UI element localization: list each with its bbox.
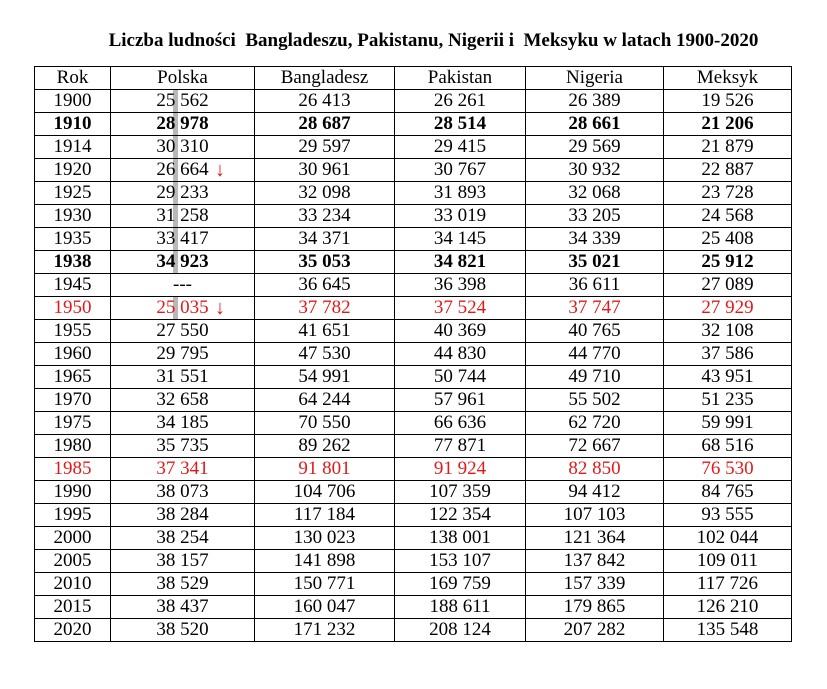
population-table [34, 66, 792, 642]
bangladesh-cell: 47 530 [255, 343, 395, 366]
nigeria-cell: 37 747 [526, 297, 664, 320]
poland-cell [111, 596, 255, 619]
pakistan-cell: 31 893 [395, 182, 526, 205]
mexico-cell: 51 235 [664, 389, 792, 412]
mexico-cell: 21 206 [664, 113, 792, 136]
bangladesh-cell: 28 687 [255, 113, 395, 136]
nigeria-cell: 179 865 [526, 596, 664, 619]
poland-value: 31 551 [156, 366, 209, 387]
down-arrow-icon: ↓ [215, 297, 225, 319]
year-cell: 1914 [35, 136, 111, 159]
poland-value: 31 258 [156, 205, 209, 226]
pakistan-cell: 37 524 [395, 297, 526, 320]
nigeria-cell: 34 339 [526, 228, 664, 251]
poland-cell [111, 343, 255, 366]
poland-cell [111, 297, 255, 320]
nigeria-cell: 35 021 [526, 251, 664, 274]
header-year: Rok [35, 67, 111, 90]
poland-value: 26 664 [156, 159, 209, 180]
nigeria-cell: 36 611 [526, 274, 664, 297]
bangladesh-cell: 29 597 [255, 136, 395, 159]
year-cell: 1950 [35, 297, 111, 320]
mexico-cell: 37 586 [664, 343, 792, 366]
table-row [35, 297, 792, 320]
table-body [35, 90, 792, 642]
poland-value: 29 233 [156, 182, 209, 203]
pakistan-cell: 26 261 [395, 90, 526, 113]
year-cell: 1995 [35, 504, 111, 527]
year-cell: 2005 [35, 550, 111, 573]
nigeria-cell: 30 932 [526, 159, 664, 182]
bangladesh-cell: 30 961 [255, 159, 395, 182]
pakistan-cell: 122 354 [395, 504, 526, 527]
bangladesh-cell: 89 262 [255, 435, 395, 458]
pakistan-cell: 77 871 [395, 435, 526, 458]
table-row [35, 458, 792, 481]
nigeria-cell: 157 339 [526, 573, 664, 596]
year-cell: 1925 [35, 182, 111, 205]
table-row [35, 435, 792, 458]
nigeria-cell: 44 770 [526, 343, 664, 366]
mexico-cell: 27 089 [664, 274, 792, 297]
poland-cell [111, 228, 255, 251]
pakistan-cell: 30 767 [395, 159, 526, 182]
pakistan-cell: 107 359 [395, 481, 526, 504]
pakistan-cell: 50 744 [395, 366, 526, 389]
mexico-cell: 76 530 [664, 458, 792, 481]
table-row [35, 550, 792, 573]
bangladesh-cell: 33 234 [255, 205, 395, 228]
table-row [35, 412, 792, 435]
table-row [35, 205, 792, 228]
bangladesh-cell: 117 184 [255, 504, 395, 527]
poland-value: 25 562 [156, 90, 209, 111]
nigeria-cell: 207 282 [526, 619, 664, 642]
bangladesh-cell: 91 801 [255, 458, 395, 481]
bangladesh-cell: 35 053 [255, 251, 395, 274]
poland-value: 37 341 [156, 458, 209, 479]
pakistan-cell: 66 636 [395, 412, 526, 435]
mexico-cell: 27 929 [664, 297, 792, 320]
table-row [35, 251, 792, 274]
pakistan-cell: 33 019 [395, 205, 526, 228]
year-cell: 1910 [35, 113, 111, 136]
year-cell: 1935 [35, 228, 111, 251]
year-cell: 2015 [35, 596, 111, 619]
bangladesh-cell: 26 413 [255, 90, 395, 113]
bangladesh-cell: 141 898 [255, 550, 395, 573]
header-poland: Polska [111, 67, 255, 90]
table-row [35, 573, 792, 596]
poland-value: 38 529 [156, 573, 209, 594]
pakistan-cell: 28 514 [395, 113, 526, 136]
pakistan-cell: 188 611 [395, 596, 526, 619]
nigeria-cell: 29 569 [526, 136, 664, 159]
mexico-cell: 21 879 [664, 136, 792, 159]
poland-cell [111, 435, 255, 458]
poland-cell [111, 159, 255, 182]
poland-cell [111, 573, 255, 596]
mexico-cell: 135 548 [664, 619, 792, 642]
mexico-cell: 25 912 [664, 251, 792, 274]
bangladesh-cell: 160 047 [255, 596, 395, 619]
poland-value: 30 310 [156, 136, 209, 157]
poland-cell [111, 136, 255, 159]
year-cell: 1990 [35, 481, 111, 504]
mexico-cell: 126 210 [664, 596, 792, 619]
mexico-cell: 59 991 [664, 412, 792, 435]
year-cell: 2000 [35, 527, 111, 550]
table-row [35, 389, 792, 412]
bangladesh-cell: 36 645 [255, 274, 395, 297]
header-bangladesh: Bangladesz [255, 67, 395, 90]
poland-value: 25 035 [156, 297, 209, 318]
nigeria-cell: 33 205 [526, 205, 664, 228]
bangladesh-cell: 171 232 [255, 619, 395, 642]
bangladesh-cell: 34 371 [255, 228, 395, 251]
nigeria-cell: 26 389 [526, 90, 664, 113]
mexico-cell: 84 765 [664, 481, 792, 504]
poland-value: 38 254 [156, 527, 209, 548]
mexico-cell: 102 044 [664, 527, 792, 550]
pakistan-cell: 169 759 [395, 573, 526, 596]
pakistan-cell: 36 398 [395, 274, 526, 297]
mexico-cell: 19 526 [664, 90, 792, 113]
poland-value: 33 417 [156, 228, 209, 249]
poland-value: 34 923 [156, 251, 209, 272]
pakistan-cell: 34 145 [395, 228, 526, 251]
table-row [35, 113, 792, 136]
year-cell: 2010 [35, 573, 111, 596]
mexico-cell: 93 555 [664, 504, 792, 527]
pakistan-cell: 208 124 [395, 619, 526, 642]
table-row [35, 320, 792, 343]
table-row [35, 136, 792, 159]
year-cell: 1985 [35, 458, 111, 481]
mexico-cell: 43 951 [664, 366, 792, 389]
nigeria-cell: 40 765 [526, 320, 664, 343]
poland-value: 35 735 [156, 435, 209, 456]
nigeria-cell: 55 502 [526, 389, 664, 412]
mexico-cell: 23 728 [664, 182, 792, 205]
bangladesh-cell: 104 706 [255, 481, 395, 504]
poland-value: 38 437 [156, 596, 209, 617]
poland-cell [111, 113, 255, 136]
nigeria-cell: 72 667 [526, 435, 664, 458]
year-cell: 1945 [35, 274, 111, 297]
header-row [35, 67, 792, 90]
poland-value: 27 550 [156, 320, 209, 341]
pakistan-cell: 91 924 [395, 458, 526, 481]
year-cell: 1938 [35, 251, 111, 274]
bangladesh-cell: 70 550 [255, 412, 395, 435]
bangladesh-cell: 37 782 [255, 297, 395, 320]
header-nigeria: Nigeria [526, 67, 664, 90]
pakistan-cell: 29 415 [395, 136, 526, 159]
poland-cell [111, 274, 255, 297]
poland-cell [111, 366, 255, 389]
poland-value: 38 073 [156, 481, 209, 502]
pakistan-cell: 44 830 [395, 343, 526, 366]
year-cell: 1955 [35, 320, 111, 343]
poland-value: 38 157 [156, 550, 209, 571]
nigeria-cell: 28 661 [526, 113, 664, 136]
poland-value: 34 185 [156, 412, 209, 433]
nigeria-cell: 121 364 [526, 527, 664, 550]
poland-cell [111, 412, 255, 435]
table-row [35, 504, 792, 527]
poland-cell [111, 458, 255, 481]
poland-cell [111, 481, 255, 504]
year-cell: 1930 [35, 205, 111, 228]
poland-cell [111, 320, 255, 343]
bangladesh-cell: 32 098 [255, 182, 395, 205]
bangladesh-cell: 150 771 [255, 573, 395, 596]
page-title: Liczba ludności Bangladeszu, Pakistanu, Nigerii i Meksyku w latach 1900-2020 [108, 30, 759, 51]
year-cell: 1900 [35, 90, 111, 113]
year-cell: 1965 [35, 366, 111, 389]
poland-value: 38 520 [156, 619, 209, 640]
nigeria-cell: 107 103 [526, 504, 664, 527]
nigeria-cell: 32 068 [526, 182, 664, 205]
nigeria-cell: 137 842 [526, 550, 664, 573]
poland-cell [111, 389, 255, 412]
table-row [35, 527, 792, 550]
poland-cell [111, 205, 255, 228]
table-row [35, 619, 792, 642]
year-cell: 2020 [35, 619, 111, 642]
table-row [35, 366, 792, 389]
poland-cell [111, 90, 255, 113]
mexico-cell: 68 516 [664, 435, 792, 458]
nigeria-cell: 62 720 [526, 412, 664, 435]
year-cell: 1970 [35, 389, 111, 412]
poland-cell [111, 550, 255, 573]
year-cell: 1980 [35, 435, 111, 458]
table-row [35, 343, 792, 366]
table-row [35, 481, 792, 504]
mexico-cell: 109 011 [664, 550, 792, 573]
nigeria-cell: 94 412 [526, 481, 664, 504]
nigeria-cell: 82 850 [526, 458, 664, 481]
table-row [35, 159, 792, 182]
bangladesh-cell: 54 991 [255, 366, 395, 389]
table-row [35, 90, 792, 113]
poland-cell [111, 619, 255, 642]
poland-value: 32 658 [156, 389, 209, 410]
mexico-cell: 32 108 [664, 320, 792, 343]
table-row [35, 274, 792, 297]
down-arrow-icon: ↓ [215, 159, 225, 181]
pakistan-cell: 40 369 [395, 320, 526, 343]
poland-value: --- [173, 274, 192, 295]
poland-value: 28 978 [156, 113, 209, 134]
mexico-cell: 117 726 [664, 573, 792, 596]
bangladesh-cell: 130 023 [255, 527, 395, 550]
bangladesh-cell: 41 651 [255, 320, 395, 343]
pakistan-cell: 57 961 [395, 389, 526, 412]
table-row [35, 228, 792, 251]
table-row [35, 596, 792, 619]
year-cell: 1960 [35, 343, 111, 366]
header-mexico: Meksyk [664, 67, 792, 90]
poland-cell [111, 527, 255, 550]
mexico-cell: 25 408 [664, 228, 792, 251]
mexico-cell: 22 887 [664, 159, 792, 182]
pakistan-cell: 34 821 [395, 251, 526, 274]
bangladesh-cell: 64 244 [255, 389, 395, 412]
poland-value: 38 284 [156, 504, 209, 525]
mexico-cell: 24 568 [664, 205, 792, 228]
pakistan-cell: 138 001 [395, 527, 526, 550]
poland-value: 29 795 [156, 343, 209, 364]
year-cell: 1920 [35, 159, 111, 182]
poland-cell [111, 504, 255, 527]
table-row [35, 182, 792, 205]
nigeria-cell: 49 710 [526, 366, 664, 389]
poland-cell [111, 251, 255, 274]
pakistan-cell: 153 107 [395, 550, 526, 573]
year-cell: 1975 [35, 412, 111, 435]
poland-cell [111, 182, 255, 205]
header-pakistan: Pakistan [395, 67, 526, 90]
